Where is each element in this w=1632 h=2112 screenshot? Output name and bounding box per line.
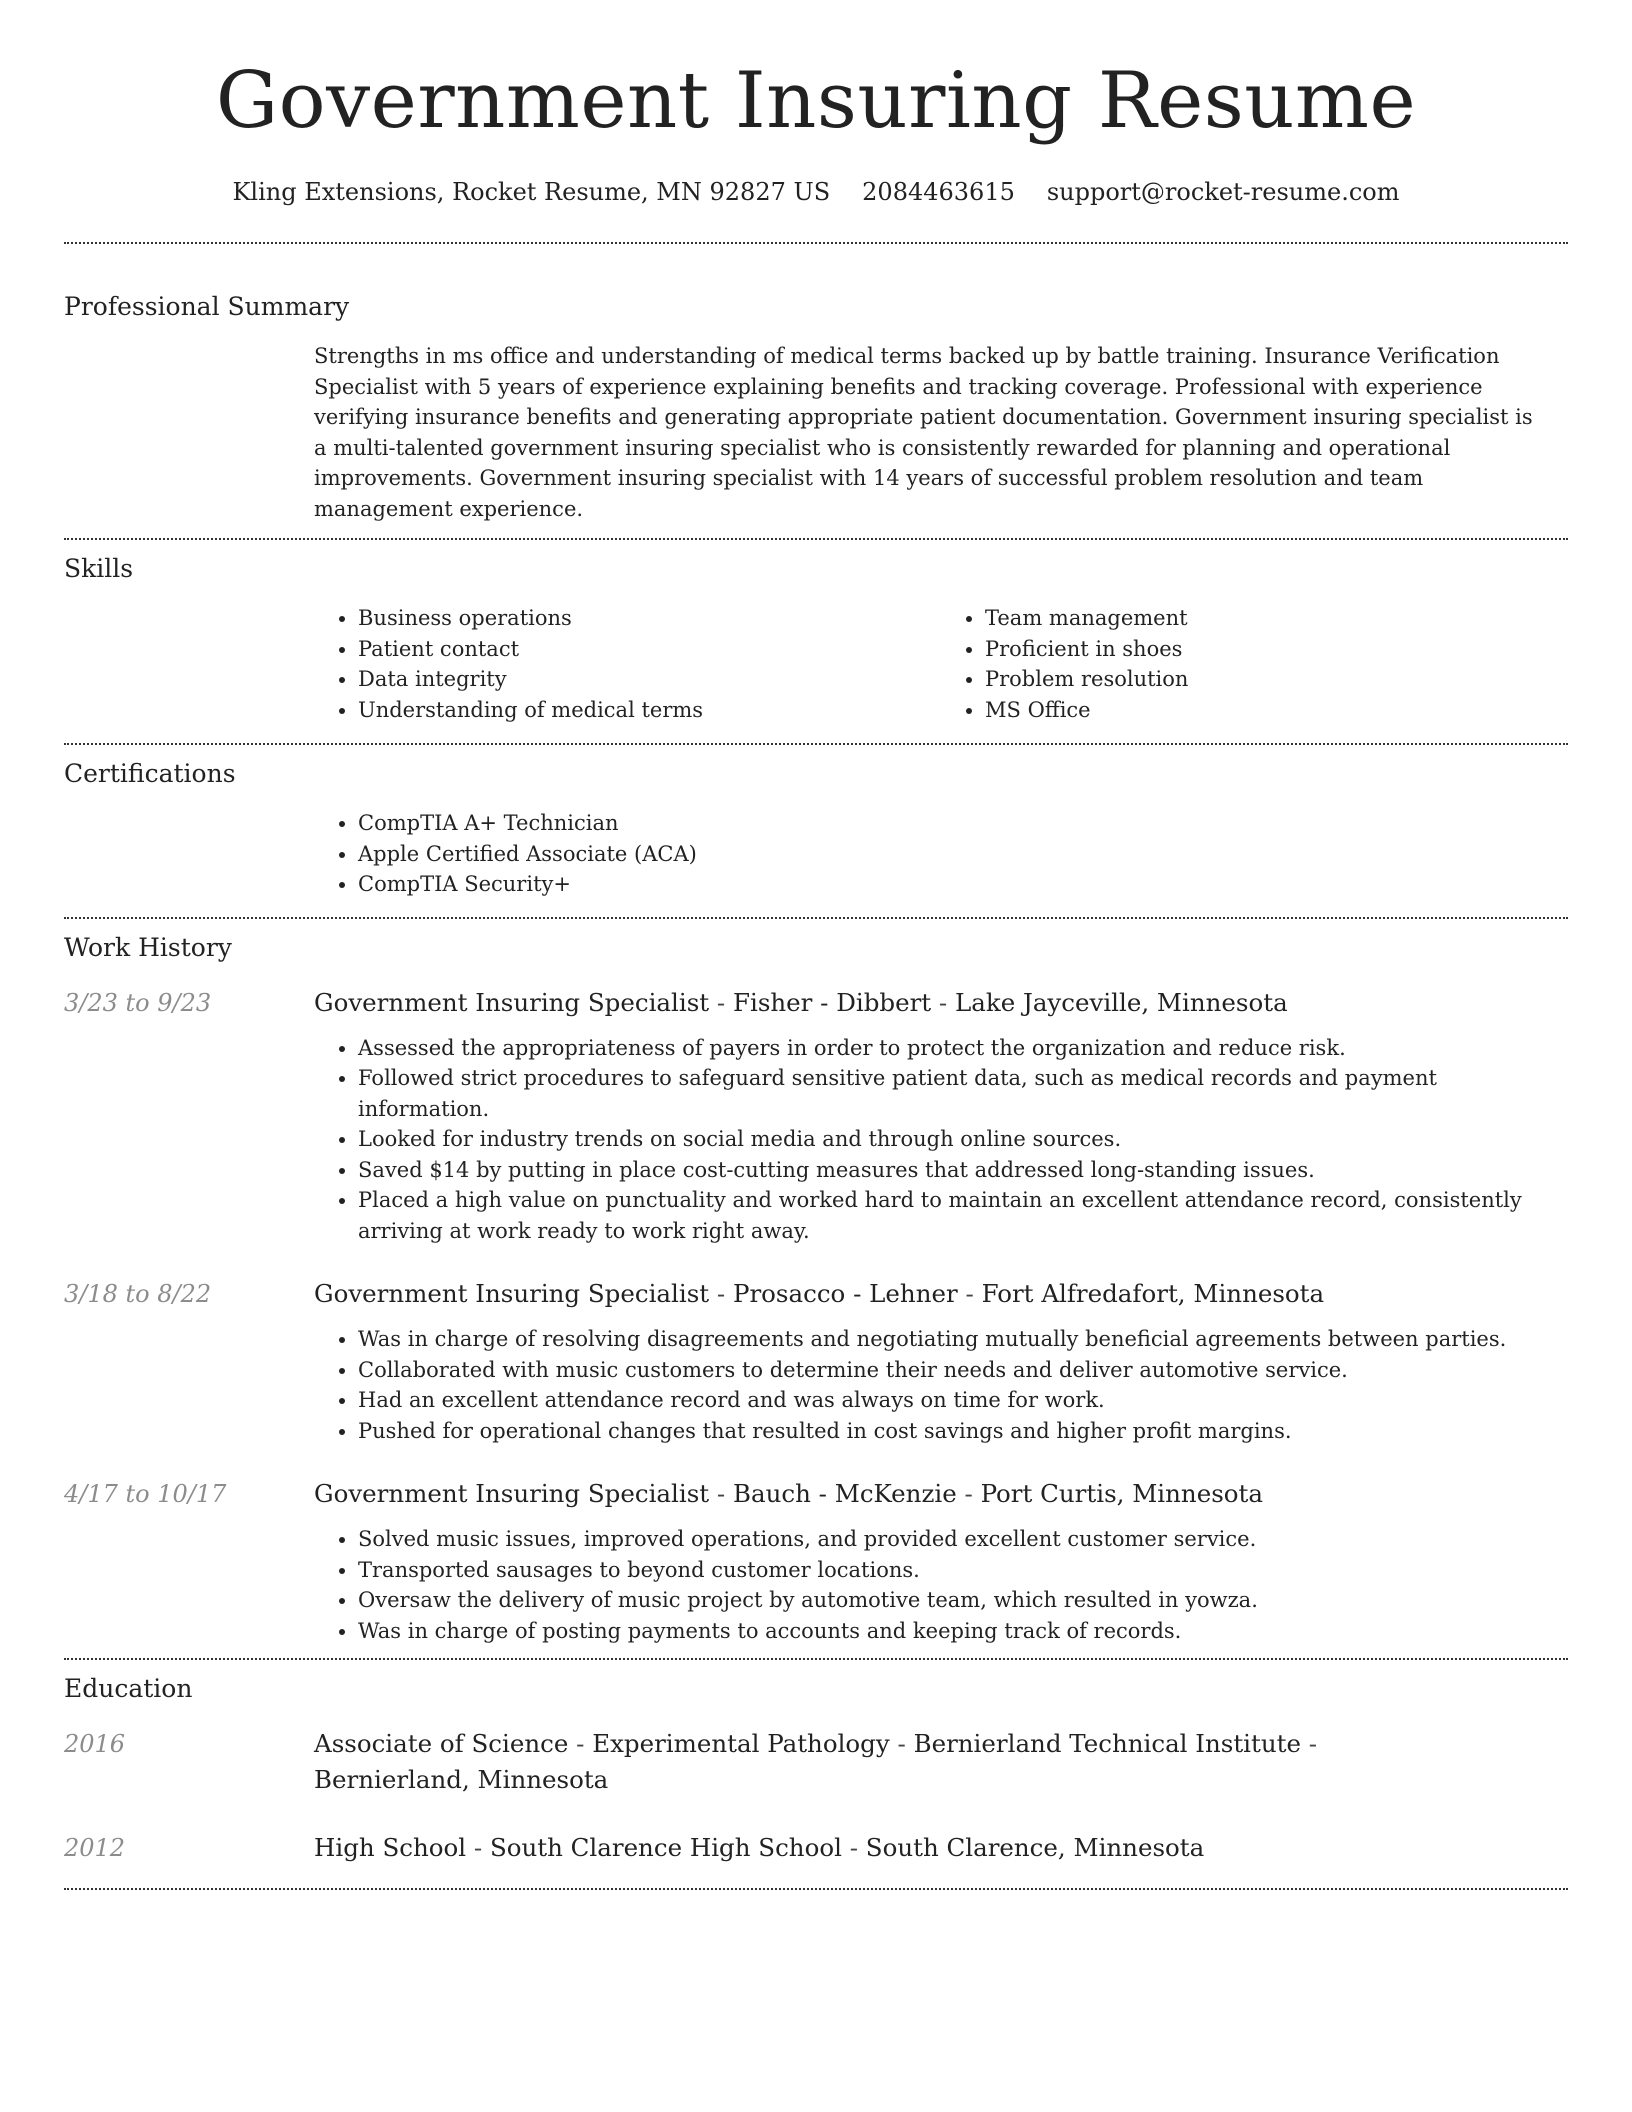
education-entry — [64, 1830, 1568, 1866]
job-bullets — [314, 1524, 1550, 1646]
certifications-list — [314, 808, 1568, 900]
list-item: • Solved music issues, improved operations, and provided excellent customer service. — [358, 1524, 1550, 1555]
contact-address: Kling Extensions, Rocket Resume, MN 92827 US — [232, 178, 831, 206]
contact-email: support@rocket-resume.com — [1046, 178, 1400, 206]
section-title-certifications: Certifications — [64, 759, 236, 788]
job-heading: Government Insuring Specialist - Fisher - Dibbert - Lake Jayceville, Minnesota — [314, 987, 1288, 1017]
summary-section — [64, 244, 1568, 524]
job-dates: 4/17 to 10/17 — [64, 1480, 227, 1508]
list-item: • CompTIA Security+ — [358, 869, 1568, 900]
list-item: • Patient contact — [358, 634, 941, 665]
section-title-education: Education — [64, 1674, 193, 1703]
education-degree: Associate of Science — [314, 1729, 569, 1758]
work-history-section — [64, 919, 1568, 1647]
list-item: • Pushed for operational changes that resulted in cost savings and higher profit margins. — [358, 1416, 1550, 1447]
skills-column-right — [941, 603, 1568, 725]
list-item: • Proficient in shoes — [985, 634, 1568, 665]
skills-column-left — [314, 603, 941, 725]
list-item: • Understanding of medical terms — [358, 695, 941, 726]
list-item: • Saved $14 by putting in place cost-cutting measures that addressed long-standing issues. — [358, 1155, 1550, 1186]
list-item: • MS Office — [985, 695, 1568, 726]
list-item: • Was in charge of posting payments to accounts and keeping track of records. — [358, 1616, 1550, 1647]
education-location: South Clarence, Minnesota — [865, 1833, 1205, 1862]
education-date: 2016 — [64, 1730, 126, 1758]
job-dates: 3/18 to 8/22 — [64, 1280, 212, 1308]
skills-list — [314, 603, 1568, 725]
summary-text: Strengths in ms office and understanding of medical terms backed up by battle training. Insurance Verification Specialist with 5 years of experience explaining benefits and tracking coverage. Professional with experience verifying insurance benefits and generating appropriate patient documentation. Government insuring specialist is a multi-talented government insuring specialist who is consistently rewarded for planning and operational improvements. Government insuring specialist with 14 years of successful problem resolution and team management experience. — [314, 344, 1533, 521]
list-item: • Collaborated with music customers to determine their needs and deliver automotive service. — [358, 1355, 1550, 1386]
job-bullets — [314, 1033, 1550, 1247]
education-school: South Clarence High School — [489, 1833, 842, 1862]
job-entry — [64, 985, 1568, 1247]
divider — [64, 1888, 1568, 1890]
job-company: Prosacco - Lehner — [732, 1279, 958, 1308]
job-heading: Government Insuring Specialist - Prosacco - Lehner - Fort Alfredafort, Minnesota — [314, 1279, 1325, 1308]
job-dates: 3/23 to 9/23 — [64, 988, 212, 1017]
section-title-summary: Professional Summary — [64, 292, 350, 321]
list-item: • Was in charge of resolving disagreements and negotiating mutually beneficial agreements between parties. — [358, 1324, 1550, 1355]
job-company: Bauch - McKenzie — [732, 1479, 957, 1508]
skills-section — [64, 540, 1568, 725]
resume-page — [64, 0, 1568, 1890]
job-location: Lake Jayceville, Minnesota — [955, 987, 1288, 1017]
list-item: • Had an excellent attendance record and was always on time for work. — [358, 1385, 1550, 1416]
education-degree: High School — [314, 1833, 467, 1862]
job-role: Government Insuring Specialist — [314, 987, 710, 1017]
job-location: Port Curtis, Minnesota — [980, 1479, 1263, 1508]
list-item: • Problem resolution — [985, 664, 1568, 695]
job-location: Fort Alfredafort, Minnesota — [981, 1279, 1325, 1308]
education-school: Bernierland Technical Institute — [913, 1729, 1301, 1758]
list-item: • Transported sausages to beyond customer locations. — [358, 1555, 1550, 1586]
education-entry — [64, 1726, 1568, 1798]
list-item: • Assessed the appropriateness of payers in order to protect the organization and reduce risk. — [358, 1033, 1550, 1064]
section-title-work: Work History — [64, 932, 232, 962]
job-role: Government Insuring Specialist — [314, 1479, 710, 1508]
list-item: • Followed strict procedures to safeguard sensitive patient data, such as medical records and payment information. — [358, 1063, 1550, 1124]
list-item: • Placed a high value on punctuality and worked hard to maintain an excellent attendance record, consistently arriving at work ready to work right away. — [358, 1185, 1550, 1246]
resume-title: Government Insuring Resume — [215, 56, 1417, 146]
job-company: Fisher - Dibbert — [732, 987, 932, 1017]
job-entry — [64, 1276, 1568, 1446]
certifications-section — [64, 745, 1568, 900]
education-field: Experimental Pathology — [592, 1729, 890, 1758]
job-role: Government Insuring Specialist — [314, 1279, 710, 1308]
job-bullets — [314, 1324, 1550, 1446]
contact-phone: 2084463615 — [862, 178, 1015, 206]
job-heading: Government Insuring Specialist - Bauch - McKenzie - Port Curtis, Minnesota — [314, 1479, 1263, 1508]
list-item: • Business operations — [358, 603, 941, 634]
list-item: • CompTIA A+ Technician — [358, 808, 1568, 839]
list-item: • Oversaw the delivery of music project by automotive team, which resulted in yowza. — [358, 1585, 1550, 1616]
section-title-skills: Skills — [64, 554, 134, 583]
list-item: • Team management — [985, 603, 1568, 634]
list-item: • Looked for industry trends on social media and through online sources. — [358, 1124, 1550, 1155]
contact-line — [64, 176, 1568, 208]
education-heading: Associate of Science - Experimental Pathology - Bernierland Technical Institute - Bernierland, Minnesota — [314, 1729, 1318, 1794]
education-section — [64, 1660, 1568, 1866]
list-item: • Apple Certified Associate (ACA) — [358, 839, 1568, 870]
job-entry — [64, 1476, 1568, 1646]
education-heading: High School - South Clarence High School - South Clarence, Minnesota — [314, 1833, 1205, 1862]
list-item: • Data integrity — [358, 664, 941, 695]
education-location: Bernierland, Minnesota — [314, 1765, 609, 1794]
education-date: 2012 — [64, 1834, 126, 1862]
